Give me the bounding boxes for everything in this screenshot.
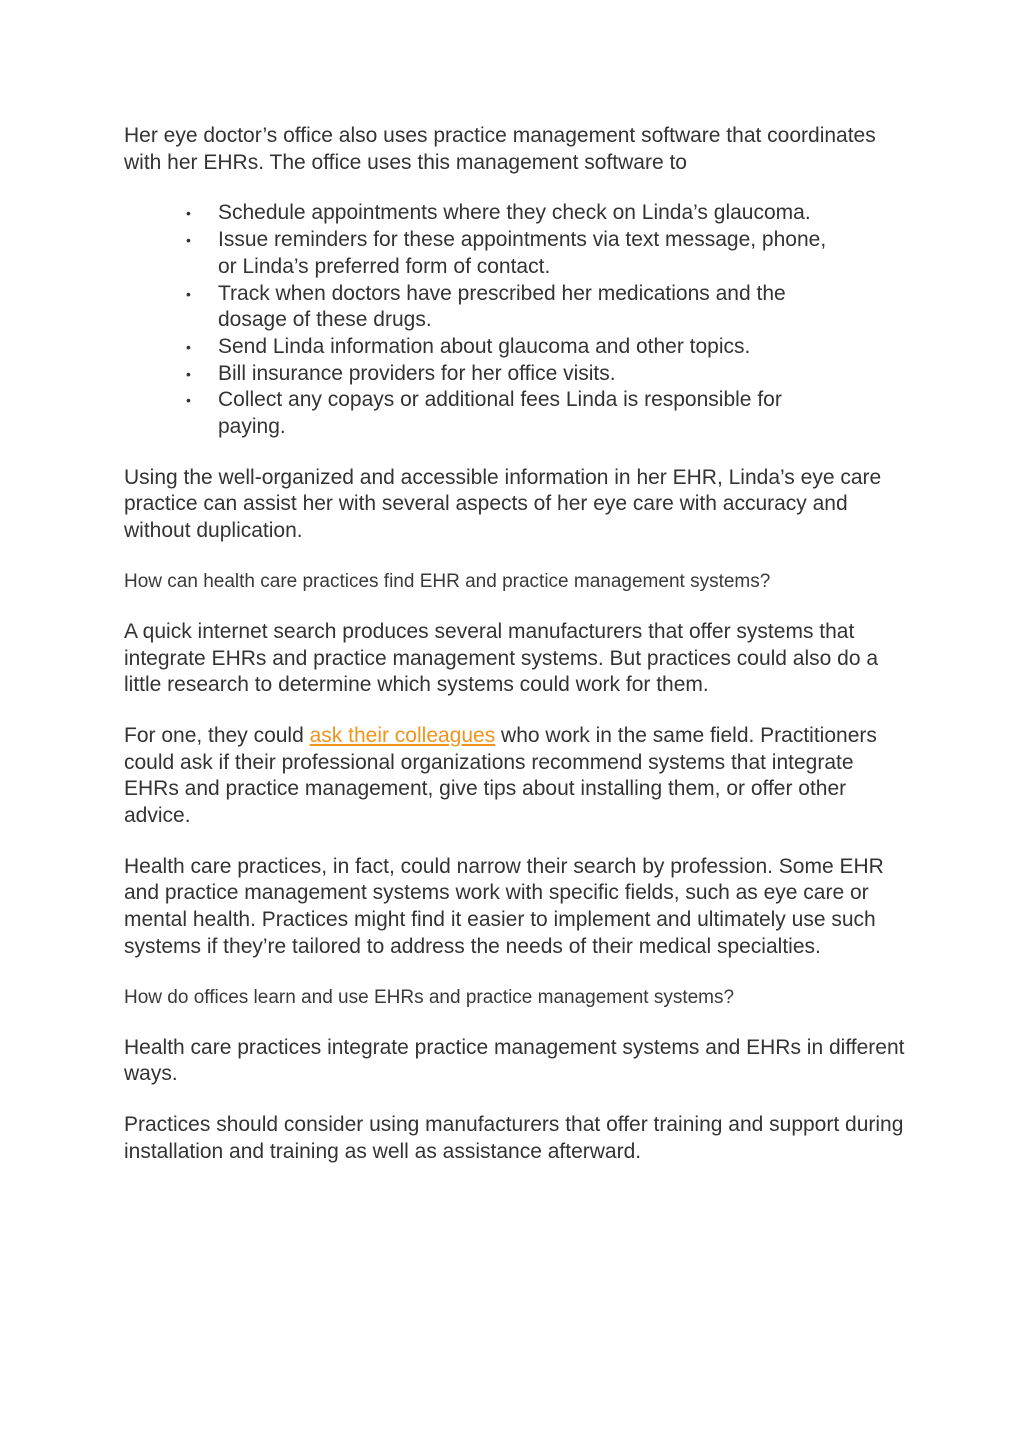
integration-paragraph: Health care practices integrate practice management systems and EHRs in different ways.	[124, 1035, 905, 1086]
list-item-text: Track when doctors have prescribed her medications and the dosage of these drugs.	[218, 281, 786, 332]
bullet-icon: •	[186, 392, 191, 409]
colleagues-paragraph	[124, 723, 914, 830]
bullet-icon: •	[186, 285, 191, 302]
list-item-text: Issue reminders for these appointments via text message, phone, or Linda’s preferred form of contact.	[218, 228, 827, 278]
list-item	[186, 334, 848, 361]
list-item-text: Bill insurance providers for her office visits.	[218, 361, 616, 385]
list-item	[186, 200, 848, 227]
internet-search-paragraph: A quick internet search produces several manufacturers that offer systems that integrate EHRs and practice management systems. But practices could also do a little research to determine which systems could work for them.	[124, 619, 879, 697]
ask-colleagues-link[interactable]: ask their colleagues	[309, 723, 496, 747]
bullet-icon: •	[186, 232, 191, 249]
list-item-text: Collect any copays or additional fees Linda is responsible for paying.	[218, 388, 782, 439]
document-page	[124, 123, 914, 1165]
list-item	[186, 281, 848, 334]
bullet-icon: •	[186, 365, 191, 382]
section-heading-learn-use: How do offices learn and use EHRs and practice management systems?	[124, 986, 735, 1008]
ehr-benefit-paragraph: Using the well-organized and accessible information in her EHR, Linda’s eye care practice can assist her with several aspects of her eye care with accuracy and without duplication.	[124, 465, 882, 543]
list-item-text: Schedule appointments where they check on Linda’s glaucoma.	[218, 201, 811, 225]
list-item-text: Send Linda information about glaucoma and other topics.	[218, 334, 751, 358]
list-item	[186, 361, 848, 388]
training-paragraph: Practices should consider using manufacturers that offer training and support during installation and training as well as assistance afterward.	[124, 1112, 904, 1163]
profession-paragraph: Health care practices, in fact, could narrow their search by profession. Some EHR and practice management systems work with specific fields, such as eye care or mental health. Practices might find it easier to implement and ultimately use such systems if they’re tailored to address the needs of their medical specialties.	[124, 854, 884, 958]
bullet-icon: •	[186, 205, 191, 222]
colleagues-text-end: who work in the same field. Practitioners could ask if their professional organizations recommend systems that integrate EHRs and practice management, give tips about installing them, or offer other advice.	[124, 723, 877, 828]
list-item	[186, 387, 848, 440]
intro-paragraph: Her eye doctor’s office also uses practice management software that coordinates with her EHRs. The office uses this management software to	[124, 124, 876, 174]
section-heading-find-systems: How can health care practices find EHR and practice management systems?	[124, 570, 771, 592]
list-item	[186, 227, 848, 280]
colleagues-text-start: For one, they could	[124, 723, 310, 747]
software-uses-list	[124, 200, 914, 440]
bullet-icon: •	[186, 338, 191, 355]
